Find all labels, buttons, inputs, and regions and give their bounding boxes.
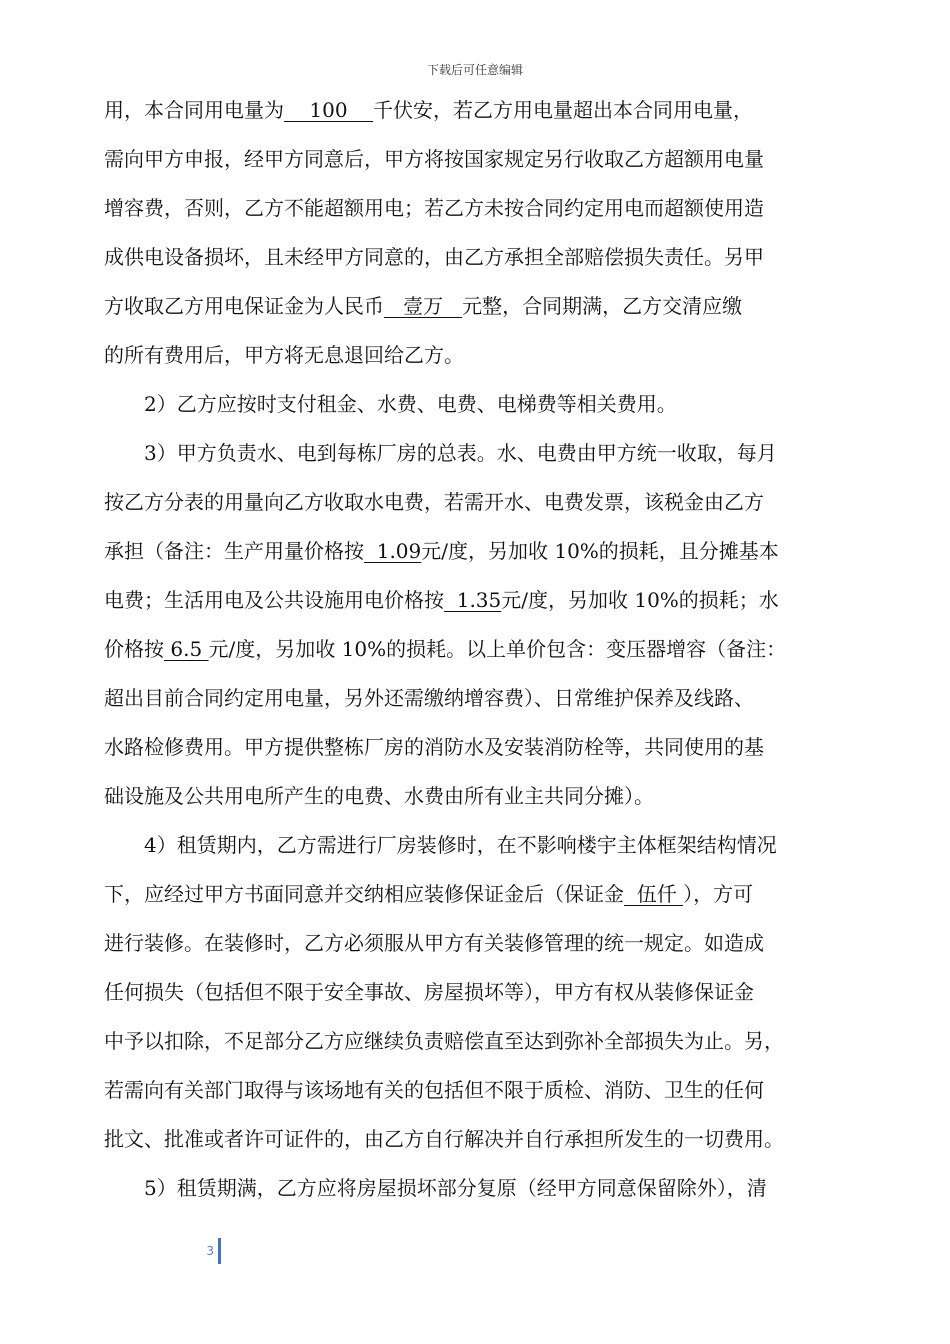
text-segment: 若需向有关部门取得与该场地有关的包括但不限于质检、消防、卫生的任何 <box>104 1078 764 1102</box>
text-line <box>104 188 864 237</box>
text-line <box>104 531 864 580</box>
text-segment: 元/度，另加收 10%的损耗，且分摊基本 <box>421 539 779 563</box>
filled-blank: 伍仟 <box>624 882 684 906</box>
page-number-bar <box>218 1238 221 1264</box>
text-segment: 超出目前合同约定用电量，另外还需缴纳增容费）、日常维护保养及线路、 <box>104 686 754 710</box>
text-segment: 础设施及公共用电所产生的电费、水费由所有业主共同分摊）。 <box>104 784 654 808</box>
text-segment: 5）租赁期满，乙方应将房屋损坏部分复原（经甲方同意保留除外），清 <box>144 1176 767 1200</box>
text-segment: 下，应经过甲方书面同意并交纳相应装修保证金后（保证金 <box>104 882 624 906</box>
text-segment: 方收取乙方用电保证金为人民币 <box>104 294 384 318</box>
text-line <box>104 286 864 335</box>
text-segment: 承担（备注：生产用量价格按 <box>104 539 364 563</box>
text-line <box>104 629 864 678</box>
text-line <box>104 580 864 629</box>
text-line <box>104 1119 864 1168</box>
text-segment: 任何损失（包括但不限于安全事故、房屋损坏等），甲方有权从装修保证金 <box>104 980 754 1004</box>
text-segment: 3）甲方负责水、电到每栋厂房的总表。水、电费由甲方统一收取，每月 <box>144 441 777 465</box>
text-segment: 增容费，否则，乙方不能超额用电；若乙方未按合同约定用电而超额使用造 <box>104 196 764 220</box>
text-segment: 电费；生活用电及公共设施用电价格按 <box>104 588 444 612</box>
text-segment: 进行装修。在装修时，乙方必须服从甲方有关装修管理的统一规定。如造成 <box>104 931 764 955</box>
text-segment: 4）租赁期内，乙方需进行厂房装修时，在不影响楼宇主体框架结构情况 <box>144 833 777 857</box>
text-segment: 2）乙方应按时支付租金、水费、电费、电梯费等相关费用。 <box>144 392 677 416</box>
filled-blank: 1.09 <box>364 539 422 563</box>
text-line <box>104 139 864 188</box>
text-line <box>104 1021 864 1070</box>
filled-blank: 6.5 <box>164 637 209 661</box>
text-segment: 元/度，另加收 10%的损耗。以上单价包含：变压器增容（备注： <box>208 637 787 661</box>
page-header: 下载后可任意编辑 <box>426 63 523 77</box>
text-line <box>104 874 864 923</box>
text-line <box>104 237 864 286</box>
text-segment: 价格按 <box>104 637 164 661</box>
text-segment: 按乙方分表的用量向乙方收取水电费，若需开水、电费发票，该税金由乙方 <box>104 490 764 514</box>
text-line <box>104 482 864 531</box>
text-line <box>104 727 864 776</box>
text-segment: 成供电设备损坏，且未经甲方同意的，由乙方承担全部赔偿损失责任。另甲 <box>104 245 764 269</box>
contract-body <box>104 90 864 1217</box>
text-line <box>104 1070 864 1119</box>
page-footer <box>200 1238 221 1264</box>
filled-blank: 100 <box>284 98 374 122</box>
text-line <box>104 1168 864 1217</box>
text-segment: 水路检修费用。甲方提供整栋厂房的消防水及安装消防栓等，共同使用的基 <box>104 735 764 759</box>
text-line <box>104 384 864 433</box>
text-segment: 中予以扣除，不足部分乙方应继续负责赔偿直至达到弥补全部损失为止。另， <box>104 1029 784 1053</box>
text-line <box>104 776 864 825</box>
filled-blank: 1.35 <box>444 588 502 612</box>
text-segment: 的所有费用后，甲方将无息退回给乙方。 <box>104 343 464 367</box>
text-segment: ），方可 <box>683 882 754 906</box>
text-line <box>104 972 864 1021</box>
text-segment: 用，本合同用电量为 <box>104 98 284 122</box>
text-segment: 元整，合同期满，乙方交清应缴 <box>462 294 743 318</box>
text-segment: 元/度，另加收 10%的损耗；水 <box>501 588 779 612</box>
filled-blank: 壹万 <box>384 294 463 318</box>
text-segment: 需向甲方申报，经甲方同意后，甲方将按国家规定另行收取乙方超额用电量 <box>104 147 764 171</box>
text-segment: 千伏安，若乙方用电量超出本合同用电量， <box>373 98 754 122</box>
page-number: 3 <box>206 1244 214 1258</box>
text-line <box>104 433 864 482</box>
text-line <box>104 90 864 139</box>
text-line <box>104 335 864 384</box>
text-segment: 批文、批准或者许可证件的，由乙方自行解决并自行承担所发生的一切费用。 <box>104 1127 784 1151</box>
text-line <box>104 923 864 972</box>
text-line <box>104 825 864 874</box>
text-line <box>104 678 864 727</box>
